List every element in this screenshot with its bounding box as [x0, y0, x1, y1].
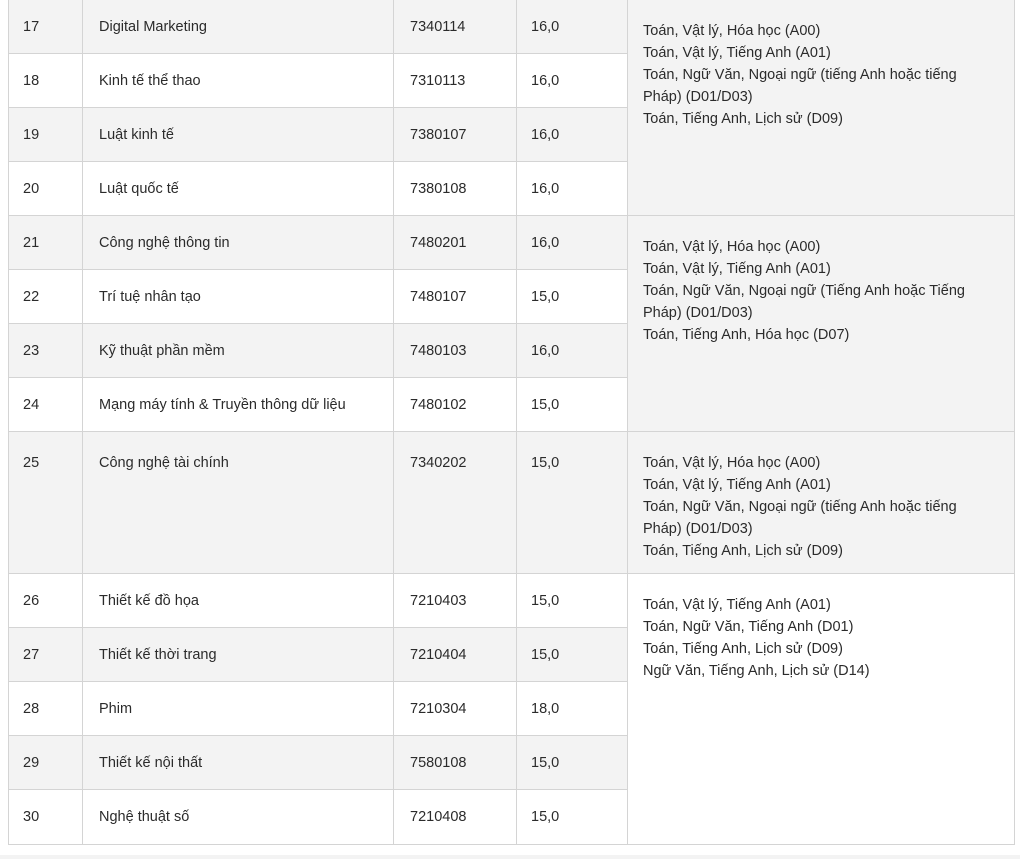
row-number: 21 [9, 216, 83, 270]
subject-combination: Ngữ Văn, Tiếng Anh, Lịch sử (D14) [643, 663, 870, 679]
cutoff-score: 16,0 [517, 54, 628, 108]
major-name: Nghệ thuật số [83, 790, 394, 845]
major-code: 7210408 [394, 790, 517, 845]
row-number: 22 [9, 270, 83, 324]
row-number: 18 [9, 54, 83, 108]
table-row [9, 216, 1015, 270]
subject-combination: Toán, Tiếng Anh, Lịch sử (D09) [643, 111, 843, 127]
major-code: 7480107 [394, 270, 517, 324]
table-row [9, 0, 1015, 54]
cutoff-score: 15,0 [517, 378, 628, 432]
subject-combination: Pháp) (D01/D03) [643, 521, 753, 537]
subject-combination: Toán, Ngữ Văn, Tiếng Anh (D01) [643, 619, 854, 635]
cutoff-score: 15,0 [517, 574, 628, 628]
major-name: Kinh tế thể thao [83, 54, 394, 108]
subject-combination: Toán, Vật lý, Tiếng Anh (A01) [643, 45, 831, 61]
major-code: 7210304 [394, 682, 517, 736]
subject-combinations-cell [628, 574, 1015, 845]
subject-combination: Toán, Ngữ Văn, Ngoại ngữ (Tiếng Anh hoặc Tiếng [643, 283, 965, 299]
major-code: 7380108 [394, 162, 517, 216]
major-name: Phim [83, 682, 394, 736]
major-name: Công nghệ thông tin [83, 216, 394, 270]
cutoff-score: 15,0 [517, 736, 628, 790]
major-code: 7480201 [394, 216, 517, 270]
major-code: 7340202 [394, 432, 517, 574]
subject-combination: Toán, Vật lý, Hóa học (A00) [643, 23, 821, 39]
subject-combination: Toán, Tiếng Anh, Hóa học (D07) [643, 327, 850, 343]
major-name: Kỹ thuật phần mềm [83, 324, 394, 378]
row-number: 24 [9, 378, 83, 432]
cutoff-score: 18,0 [517, 682, 628, 736]
row-number: 26 [9, 574, 83, 628]
major-code: 7480103 [394, 324, 517, 378]
major-code: 7580108 [394, 736, 517, 790]
cutoff-score: 15,0 [517, 432, 628, 574]
row-number: 23 [9, 324, 83, 378]
subject-combination: Toán, Ngữ Văn, Ngoại ngữ (tiếng Anh hoặc tiếng [643, 499, 957, 515]
cutoff-score: 16,0 [517, 324, 628, 378]
subject-combination: Pháp) (D01/D03) [643, 305, 753, 321]
major-name: Luật quốc tế [83, 162, 394, 216]
major-name: Thiết kế đồ họa [83, 574, 394, 628]
subject-combination: Toán, Vật lý, Hóa học (A00) [643, 455, 821, 471]
row-number: 28 [9, 682, 83, 736]
major-name: Luật kinh tế [83, 108, 394, 162]
row-number: 19 [9, 108, 83, 162]
cutoff-score: 15,0 [517, 790, 628, 845]
major-name: Công nghệ tài chính [83, 432, 394, 574]
cutoff-score: 16,0 [517, 108, 628, 162]
table-row [9, 432, 1015, 574]
major-code: 7310113 [394, 54, 517, 108]
cutoff-score: 16,0 [517, 0, 628, 54]
subject-combination: Toán, Ngữ Văn, Ngoại ngữ (tiếng Anh hoặc tiếng [643, 67, 957, 83]
subject-combination: Toán, Vật lý, Tiếng Anh (A01) [643, 477, 831, 493]
major-name: Thiết kế thời trang [83, 628, 394, 682]
cutoff-score: 16,0 [517, 162, 628, 216]
row-number: 20 [9, 162, 83, 216]
row-number: 30 [9, 790, 83, 845]
subject-combinations-cell [628, 216, 1015, 432]
major-name: Digital Marketing [83, 0, 394, 54]
cutoff-score: 15,0 [517, 270, 628, 324]
subject-combination: Toán, Tiếng Anh, Lịch sử (D09) [643, 543, 843, 559]
row-number: 27 [9, 628, 83, 682]
subject-combinations-cell [628, 0, 1015, 216]
major-code: 7210403 [394, 574, 517, 628]
subject-combinations-cell [628, 432, 1015, 574]
row-number: 17 [9, 0, 83, 54]
major-code: 7210404 [394, 628, 517, 682]
subject-combination: Toán, Vật lý, Tiếng Anh (A01) [643, 261, 831, 277]
next-row-edge [0, 855, 1020, 859]
row-number: 25 [9, 432, 83, 574]
major-name: Mạng máy tính & Truyền thông dữ liệu [83, 378, 394, 432]
major-code: 7380107 [394, 108, 517, 162]
subject-combination: Toán, Tiếng Anh, Lịch sử (D09) [643, 641, 843, 657]
admission-table-container [8, 0, 1015, 845]
major-name: Thiết kế nội thất [83, 736, 394, 790]
table-row [9, 574, 1015, 628]
subject-combination: Toán, Vật lý, Tiếng Anh (A01) [643, 597, 831, 613]
row-number: 29 [9, 736, 83, 790]
admission-table [8, 0, 1015, 845]
subject-combination: Pháp) (D01/D03) [643, 89, 753, 105]
major-name: Trí tuệ nhân tạo [83, 270, 394, 324]
subject-combination: Toán, Vật lý, Hóa học (A00) [643, 239, 821, 255]
major-code: 7340114 [394, 0, 517, 54]
cutoff-score: 16,0 [517, 216, 628, 270]
cutoff-score: 15,0 [517, 628, 628, 682]
major-code: 7480102 [394, 378, 517, 432]
